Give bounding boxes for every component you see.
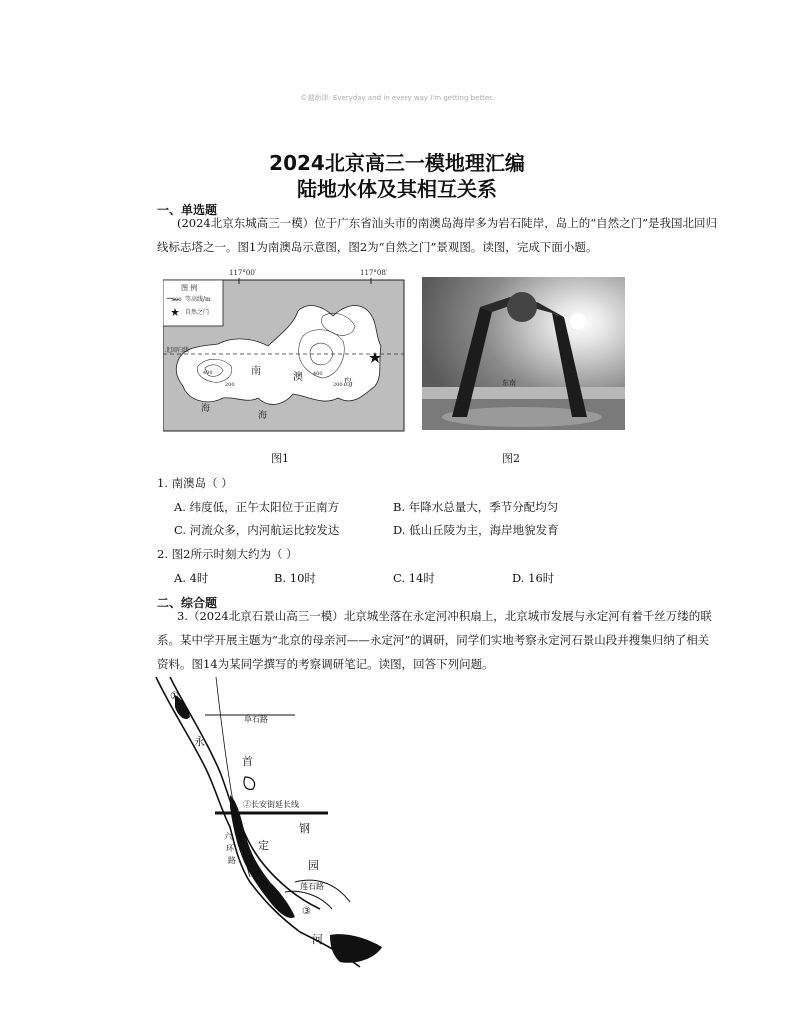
section-heading-comprehensive: 二、综合题 [157,596,218,610]
question-2-option-a[interactable]: A. 4时 [174,571,209,585]
contour-label-2: 200 [225,382,235,388]
map-label-gang: 钢 [299,822,310,835]
question-2-stem: 2. 图2所示时刻大约为（ ） [157,547,298,561]
map-label-lu: 路 [228,856,236,865]
tropic-label: 北回归线 [165,347,190,354]
lon-label-1: 117°00′ [229,269,257,277]
question-1-option-c[interactable]: C. 河流众多，内河航运比较发达 [174,523,340,537]
question-2-option-d[interactable]: D. 16时 [512,571,555,585]
map-label-shou: 首 [242,755,253,768]
island-char-3: 岛 [343,378,353,389]
passage-2: 3.（2024北京石景山高三一模）北京城坐落在永定河冲积扇上，北京城市发展与永定河有着千丝万缕的联系。某中学开展主题为“北京的母亲河——永定河”的调研，同学们实地考察永定河石景山段并搜集归纳了相关资料。图14为某同学撰写的考察调研笔记。读图，回答下列问题。 [157,609,712,671]
question-1-option-a[interactable]: A. 纬度低，正午太阳位于正南方 [174,500,340,514]
yongding-river-map [150,677,390,972]
question-2-option-b[interactable]: B. 10时 [274,571,316,585]
question-2-option-c[interactable]: C. 14时 [393,571,435,585]
question-1-stem: 1. 南澳岛（ ） [157,476,233,490]
map-road-lianshi: 莲石路 [300,882,324,891]
sea-char-2: 海 [258,411,268,421]
figure-1-map [163,266,405,432]
map-point-3: ③ [302,906,311,917]
map-label-yong: 永 [194,735,205,748]
contour-label-4: 200 [333,382,343,388]
map-label-he: 河 [312,933,323,946]
figure-2-photo [422,277,625,430]
page-title: 2024北京高三一模地理汇编 [269,151,525,175]
figure-1-caption: 图1 [271,452,289,465]
legend-title: 图 例 [181,284,198,292]
passage-1: (2024北京东城高三一模）位于广东省汕头市的南澳岛海岸多为岩石陡岸，岛上的“自然之门”是我国北回归线标志塔之一。图1为南澳岛示意图，图2为“自然之门”景观图。读图，完成下面小题。 [157,216,718,254]
header-note: ©越助律: Everyday and in every way I'm getting better. [300,94,494,102]
map-point-1: ① [170,691,179,702]
question-1-option-b[interactable]: B. 年降水总量大，季节分配均匀 [393,500,559,514]
figure-2-caption: 图2 [502,452,520,465]
island-char-2: 澳 [293,372,303,383]
question-1-option-d[interactable]: D. 低山丘陵为主，海岸地貌发育 [393,523,559,537]
map-label-liu: 六 [224,832,232,841]
lon-label-2: 117°08′ [360,269,388,277]
page-subtitle: 陆地水体及其相互关系 [297,177,497,201]
map-point-2-road: ②长安街延长线 [243,800,299,809]
map-label-ding: 定 [258,839,269,852]
map-label-huan: 环 [226,844,234,853]
map-road-fushi: 阜石路 [244,715,268,724]
legend-contour-label: 等高线/m [185,296,211,303]
legend-star-label: 自然之门 [185,309,210,316]
sea-char-1: 海 [201,404,211,414]
island-char-1: 南 [251,366,261,377]
map-label-yuan: 园 [308,859,319,872]
section-heading-single-choice: 一、单选题 [157,203,218,217]
contour-label-3: 400 [313,371,323,377]
contour-label-1: 400 [203,370,213,376]
legend-contour-value: 200 [172,297,182,303]
photo-direction-label: 东南 [502,379,516,387]
